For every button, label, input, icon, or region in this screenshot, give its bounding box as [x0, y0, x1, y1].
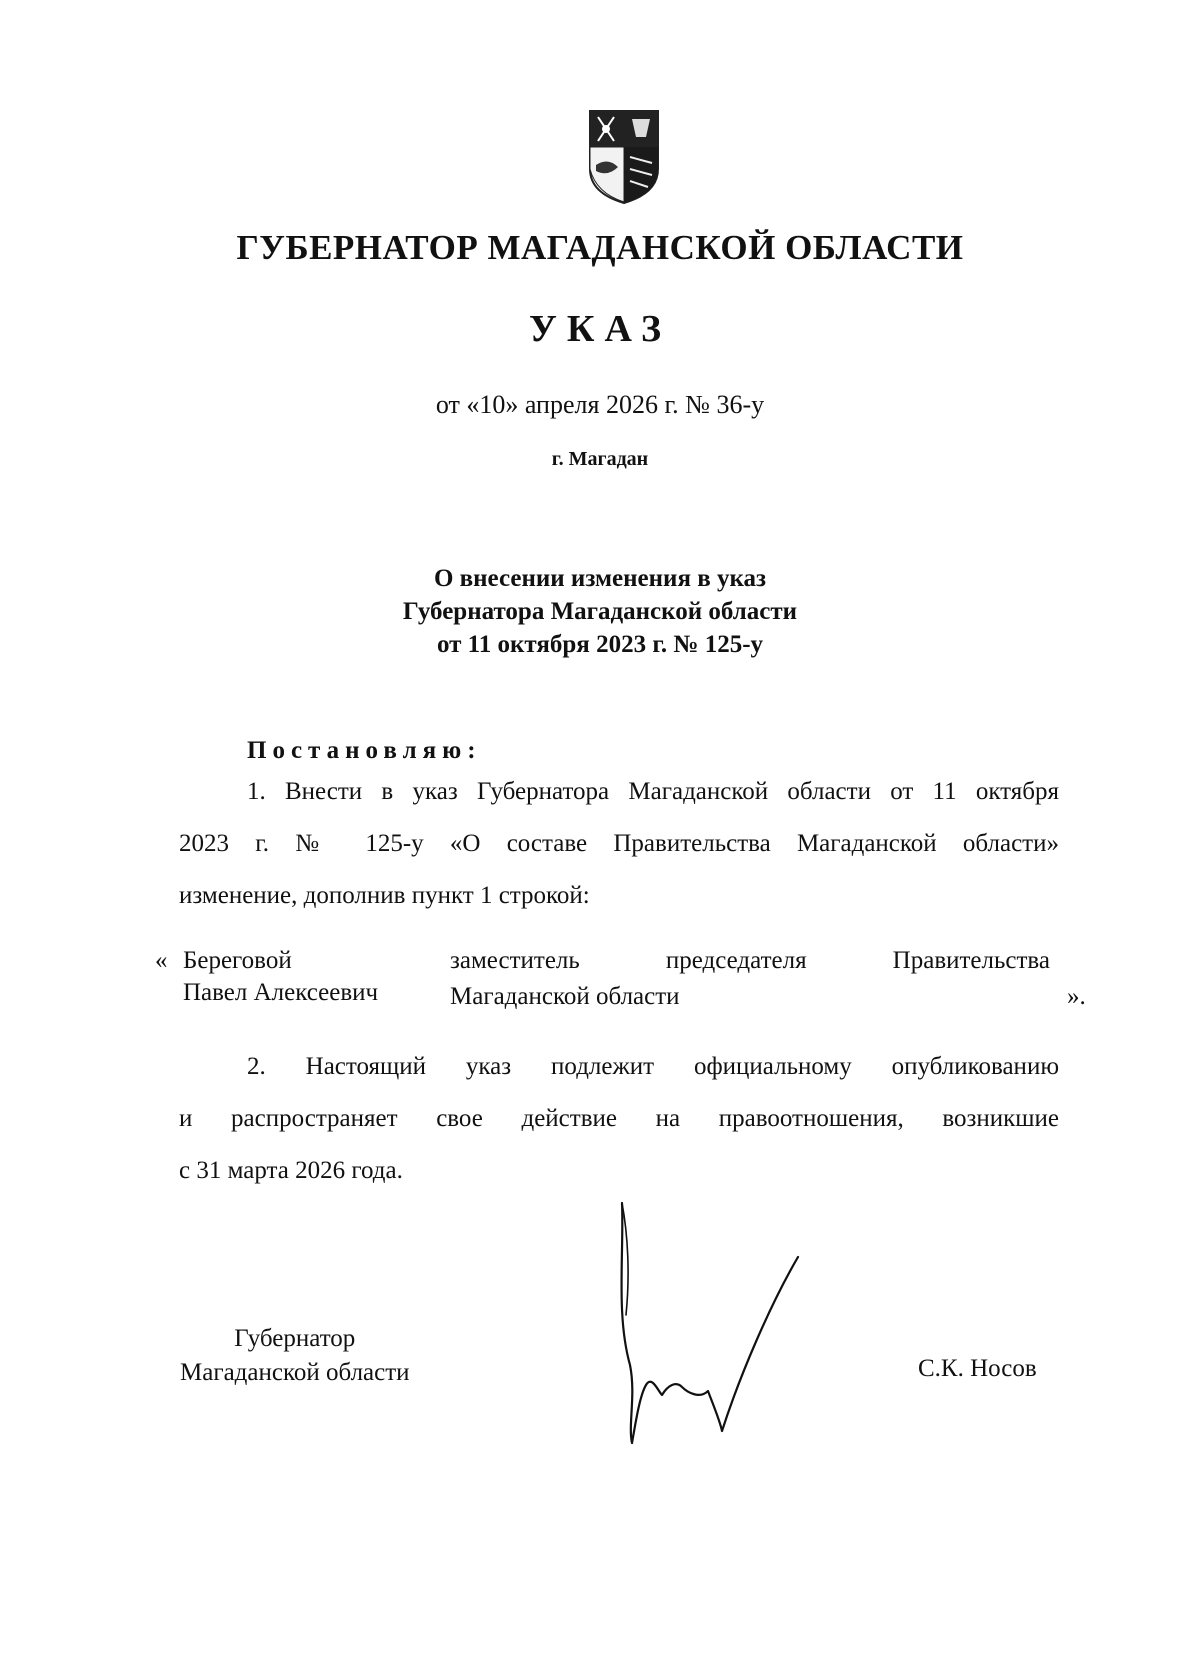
decree-date-number: от «10» апреля 2026 г. № 36-у [435, 390, 765, 419]
signatory-title-line: Магаданской области [180, 1359, 410, 1386]
signatory-title-line: Губернатор [234, 1325, 356, 1352]
paragraph-line: изменение, дополнив пункт 1 строкой: [179, 882, 590, 909]
decree-subject [0, 562, 1200, 661]
decree-city: г. Магадан [551, 448, 649, 470]
paragraph-line: и распространяет свое действие на правоотношения, возникшие [179, 1105, 1059, 1132]
subject-line: Губернатора Магаданской области [402, 598, 798, 625]
closing-quote: ». [1067, 983, 1086, 1010]
subject-line: О внесении изменения в указ [433, 565, 767, 592]
paragraph-line: 2023 г. № 125-у «О составе Правительства Магаданской области» [179, 830, 1059, 857]
position-line: Магаданской области [450, 983, 680, 1010]
issuing-authority: ГУБЕРНАТОР МАГАДАНСКОЙ ОБЛАСТИ [236, 228, 964, 267]
member-given-names: Павел Алексеевич [183, 979, 379, 1006]
resolve-heading: Постановляю: [247, 737, 482, 764]
signatory-title [180, 1322, 410, 1390]
paragraph-line: 1. Внести в указ Губернатора Магаданской области от 11 октября [247, 778, 1059, 805]
paragraph-2 [179, 1041, 1059, 1197]
opening-quote: « [155, 947, 168, 974]
handwritten-signature-icon [610, 1195, 820, 1445]
position-line: заместитель председателя Правительства [450, 947, 1050, 974]
member-position [450, 945, 1050, 1013]
member-surname: Береговой [183, 947, 292, 974]
signatory-name: С.К. Носов [918, 1355, 1037, 1382]
paragraph-line: 2. Настоящий указ подлежит официальному опубликованию [247, 1053, 1059, 1080]
subject-line: от 11 октября 2023 г. № 125-у [436, 631, 764, 658]
coat-of-arms-icon [584, 107, 664, 207]
document-type: УКАЗ [529, 308, 671, 350]
member-name [183, 945, 378, 1009]
paragraph-1 [179, 766, 1059, 922]
paragraph-line: с 31 марта 2026 года. [179, 1157, 403, 1184]
